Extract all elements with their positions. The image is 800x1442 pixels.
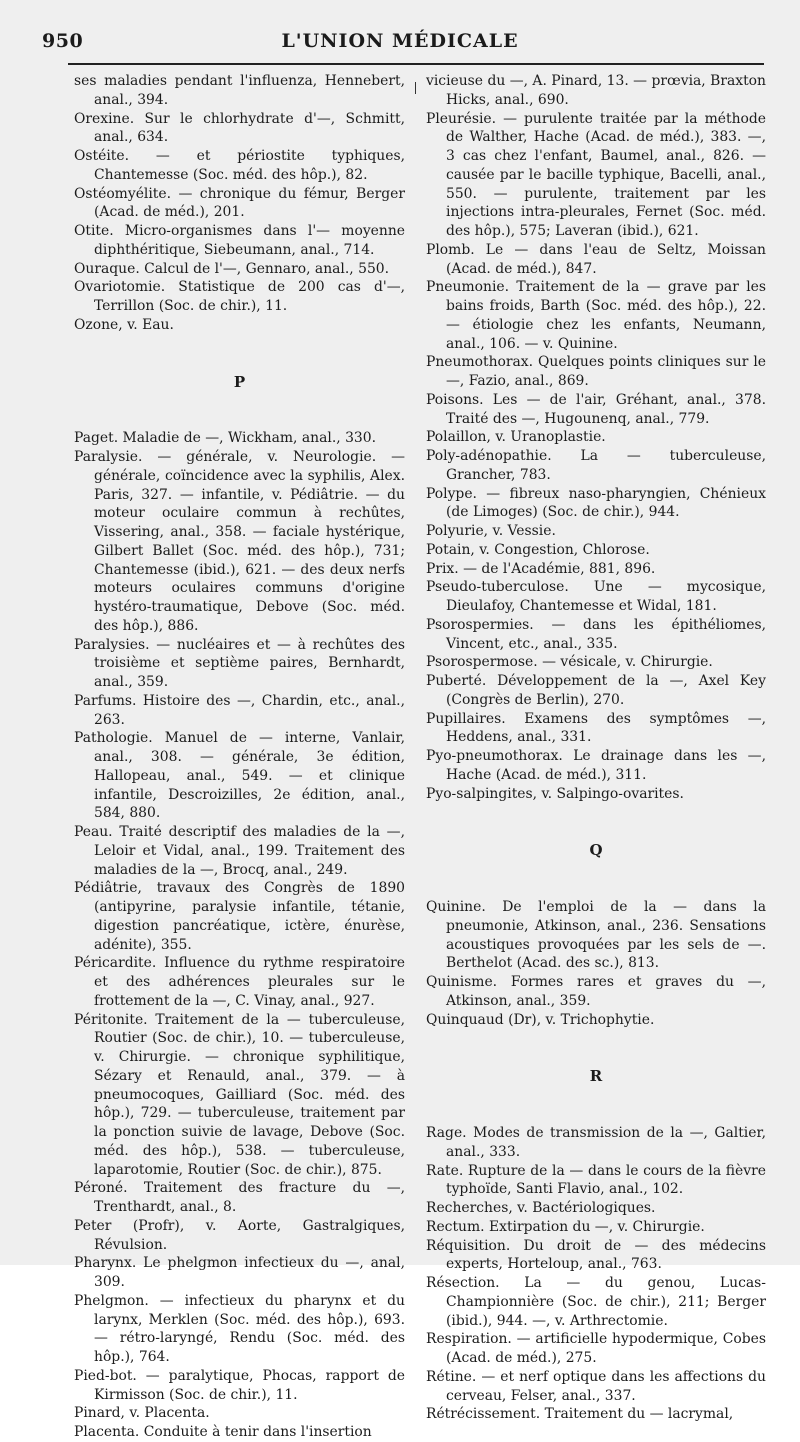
index-entry: Psorospermies. — dans les épithéliomes, Vincent, etc., anal., 335.: [426, 616, 766, 652]
index-entry: Pyo-pneumothorax. Le drainage dans les —, Hache (Acad. de méd.), 311.: [426, 748, 766, 783]
index-entry: Rectum. Extirpation du —, v. Chirurgie.: [426, 1218, 705, 1235]
index-entry: Pleurésie. — purulente traitée par la méthode de Walther, Hache (Acad. de méd.), 383. —, 3 cas chez l'enfant, Baumel, anal., 826. — causée par le bacille typhique, Bacelli, anal., 550. — purulente, traitement par les injections intra-pleurales, Fernet (Soc. méd. des hôp.), 575; Laveran (ibid.), 621.: [426, 110, 766, 239]
index-entry: Quinisme. Formes rares et graves du —, Atkinson, anal., 359.: [426, 974, 766, 1009]
page-header: [0, 26, 800, 56]
left-column: [74, 72, 405, 1442]
index-entry: Peau. Traité descriptif des maladies de la —, Leloir et Vidal, anal., 199. Traitement des maladies de la —, Brocq, anal., 249.: [74, 824, 405, 878]
index-entry: Pathologie. Manuel de — interne, Vanlair, anal., 308. — générale, 3e édition, Hallopeau, anal., 549. — et clinique infantile, Descroizilles, 2e édition, anal., 584, 880.: [74, 730, 405, 822]
section-r-entries: [426, 1124, 766, 1424]
section-p-continued-entries: [426, 72, 766, 803]
index-entry: Ostéomyélite. — chronique du fémur, Berger (Acad. de méd.), 201.: [74, 185, 405, 221]
index-entry: Pneumothorax. Quelques points cliniques sur le —, Fazio, anal., 869.: [426, 354, 766, 389]
index-entry: Respiration. — artificielle hypodermique, Cobes (Acad. de méd.), 275.: [426, 1331, 766, 1366]
index-entry: Résection. La — du genou, Lucas-Championnière (Soc. de chir.), 211; Berger (ibid.), 944. —, v. Arthrectomie.: [426, 1275, 766, 1329]
right-column: [426, 72, 766, 1424]
index-entry: Quinine. De l'emploi de la — dans la pneumonie, Atkinson, anal., 236. Sensations acoustiques provoquées par les sels de —. Berthelot (Acad. des sc.), 813.: [426, 899, 766, 972]
index-entry: Pyo-salpingites, v. Salpingo-ovarites.: [426, 785, 684, 802]
index-entry: Ouraque. Calcul de l'—, Gennaro, anal., 550.: [74, 260, 390, 277]
index-entry: Pied-bot. — paralytique, Phocas, rapport de Kirmisson (Soc. de chir.), 11.: [74, 1367, 405, 1403]
index-entry: Poly-adénopathie. La — tuberculeuse, Grancher, 783.: [426, 448, 766, 483]
section-q-entries: [426, 898, 766, 1029]
index-entry: Placenta. Conduite à tenir dans l'insertion: [74, 1424, 372, 1440]
index-entry: Péricardite. Influence du rythme respiratoire et des adhérences pleurales sur le frottement de la —, C. Vinay, anal., 927.: [74, 955, 405, 1009]
index-entry: Ovariotomie. Statistique de 200 cas d'—, Terrillon (Soc. de chir.), 11.: [74, 279, 405, 314]
header-rule: [68, 63, 764, 65]
index-entry: Péroné. Traitement des fracture du —, Trenthardt, anal., 8.: [74, 1180, 405, 1215]
index-entry: Phelgmon. — infectieux du pharynx et du larynx, Merklen (Soc. méd. des hôp.), 693. — rétro-laryngé, Rendu (Soc. méd. des hôp.), 764.: [74, 1292, 405, 1365]
column-divider: [415, 82, 416, 94]
index-entry: Quinquaud (Dr), v. Trichophytie.: [426, 1011, 655, 1028]
index-entry: Péritonite. Traitement de la — tuberculeuse, Routier (Soc. de chir.), 10. — tuberculeuse, v. Chirurgie. — chronique syphilitique, Sézary et Renauld, anal., 379. — à pneumocoques, Gailliard (Soc. méd. des hôp.), 729. — tuberculeuse, traitement par la ponction suivie de lavage, Debove (Soc. méd. des hôp.), 538. — tuberculeuse, laparotomie, Routier (Soc. de chir.), 875.: [74, 1011, 405, 1178]
section-letter-p: P: [233, 372, 246, 391]
index-entry: Peter (Profr), v. Aorte, Gastralgiques, Révulsion.: [74, 1217, 405, 1253]
index-entry: Pupillaires. Examens des symptômes —, Heddens, anal., 331.: [426, 710, 766, 746]
index-entry: Pinard, v. Placenta.: [74, 1405, 210, 1422]
index-entry: Rage. Modes de transmission de la —, Galtier, anal., 333.: [426, 1125, 766, 1160]
index-entry: vicieuse du —, A. Pinard, 13. — prœvia, Braxton Hicks, anal., 690.: [426, 73, 766, 108]
index-entry: Recherches, v. Bactériologiques.: [426, 1200, 656, 1216]
running-title: L'UNION MÉDICALE: [281, 30, 519, 52]
index-entry: Rétrécissement. Traitement du — lacrymal,: [426, 1406, 734, 1423]
page-number: 950: [42, 30, 84, 52]
index-entry: Ozone, v. Eau.: [74, 316, 174, 333]
index-entry: Pharynx. Le phelgmon infectieux du —, anal, 309.: [74, 1255, 405, 1290]
index-entry: Polyurie, v. Vessie.: [426, 523, 556, 539]
index-entry: Polype. — fibreux naso-pharyngien, Chénieux (de Limoges) (Soc. de chir.), 944.: [426, 485, 766, 521]
index-entry: Paralysie. — générale, v. Neurologie. — générale, coïncidence avec la syphilis, Alex. Paris, 327. — infantile, v. Pédiâtrie. — du moteur oculaire commun à rechûtes, Vissering, anal., 358. — faciale hystérique, Gilbert Ballet (Soc. méd. des hôp.), 731; Chantemesse (ibid.), 621. — des deux nerfs moteurs oculaires communs d'origine hystéro-traumatique, Debove (Soc. méd. des hôp.), 886.: [74, 449, 405, 634]
index-entry: Plomb. Le — dans l'eau de Seltz, Moissan (Acad. de méd.), 847.: [426, 241, 766, 277]
index-entry: Pseudo-tuberculose. Une — mycosique, Dieulafoy, Chantemesse et Widal, 181.: [426, 579, 766, 614]
index-entry: Rétine. — et nerf optique dans les affections du cerveau, Felser, anal., 337.: [426, 1368, 766, 1404]
section-letter-q: Q: [589, 841, 603, 860]
index-entry: Paralysies. — nucléaires et — à rechûtes des troisième et septième paires, Bernhardt, anal., 359.: [74, 636, 405, 690]
index-entry: Psorospermose. — vésicale, v. Chirurgie.: [426, 654, 713, 671]
index-entry: Polaillon, v. Uranoplastie.: [426, 429, 606, 446]
index-entry: Poisons. Les — de l'air, Gréhant, anal., 378. Traité des —, Hugounenq, anal., 779.: [426, 391, 766, 427]
index-entry: Réquisition. Du droit de — des médecins experts, Horteloup, anal., 763.: [426, 1237, 766, 1273]
index-entry: ses maladies pendant l'influenza, Hennebert, anal., 394.: [74, 73, 405, 108]
index-entry: Potain, v. Congestion, Chlorose.: [426, 541, 650, 558]
section-o-entries: [74, 72, 405, 335]
section-p-entries: [74, 429, 405, 1442]
index-entry: Prix. — de l'Académie, 881, 896.: [426, 560, 656, 577]
index-entry: Otite. Micro-organismes dans l'— moyenne diphthéritique, Siebeumann, anal., 714.: [74, 223, 405, 258]
index-entry: Rate. Rupture de la — dans le cours de la fièvre typhoïde, Santi Flavio, anal., 102.: [426, 1162, 766, 1198]
index-entry: Pédiâtrie, travaux des Congrès de 1890 (antipyrine, paralysie infantile, tétanie, digestion pancréatique, ictère, énurèse, adénite), 355.: [74, 880, 405, 953]
index-entry: Parfums. Histoire des —, Chardin, etc., anal., 263.: [74, 692, 405, 728]
index-entry: Orexine. Sur le chlorhydrate d'—, Schmitt, anal., 634.: [74, 110, 405, 146]
section-letter-r: R: [589, 1067, 603, 1086]
index-entry: Pneumonie. Traitement de la — grave par les bains froids, Barth (Soc. méd. des hôp.), 22. — étiologie chez les enfants, Neumann, anal., 106. — v. Quinine.: [426, 279, 766, 352]
index-entry: Paget. Maladie de —, Wickham, anal., 330.: [74, 430, 377, 447]
index-entry: Ostéite. — et périostite typhiques, Chantemesse (Soc. méd. des hôp.), 82.: [74, 148, 405, 183]
index-entry: Puberté. Développement de la —, Axel Key (Congrès de Berlin), 270.: [426, 673, 766, 708]
